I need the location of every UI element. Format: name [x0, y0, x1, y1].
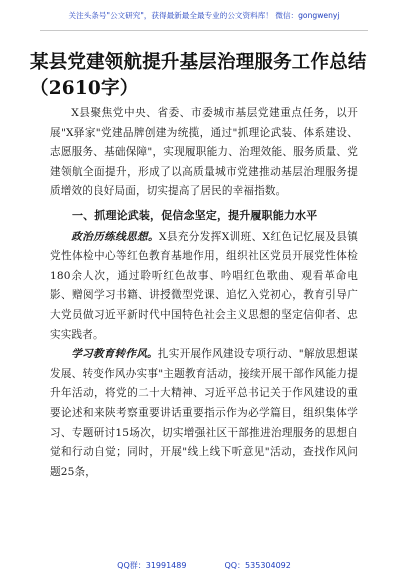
paragraph [50, 345, 358, 482]
paragraph-text: X县充分发挥X训班、X红色记忆展及县镇党性体检中心等红色教育基地作用，组织社区党员开展党性体检180余人次，通过聆听红色故事、吟唱红色歌曲、观看革命电影、赠阅学习书籍、讲授微型党课、追忆入党初心，教育引导广大党员做习近平新时代中国特色社会主义思想的坚定信仰者、忠实实践者。 [50, 230, 358, 341]
document-body [50, 104, 358, 482]
section-heading: 一、抓理论武装，促信念坚定，提升履职能力水平 [72, 208, 318, 222]
paragraph-lead: 政治历练线思想。 [71, 230, 159, 243]
header-divider [40, 30, 368, 31]
qq-contact: QQ：535304092 [224, 561, 291, 570]
qq-group: QQ群：31991489 [117, 561, 187, 570]
document-title: 某县党建领航提升基层治理服务工作总结（2610字） [30, 52, 367, 99]
promo-banner: 关注头条号"公文研究"，获得最新最全最专业的公文资料库！ 微信：gongwenyj [68, 11, 340, 20]
intro-paragraph: X县聚焦党中央、省委、市委城市基层党建重点任务，以开展"X驿家"党建品牌创建为统揽，通过"抓理论武装、体系建设、志愿服务、基础保障"，实现履职能力、治理效能、服务质量、党建领航全面提升，形成了以高质量城市党建推动基层治理服务提质增效的良好局面，切实提高了居民的幸福指数。 [50, 107, 358, 198]
paragraph-lead: 学习教育转作风。 [71, 348, 158, 361]
paragraph [50, 228, 358, 346]
contact-footer [0, 560, 408, 571]
paragraph-text: 扎实开展作风建设专项行动、"解放思想谋发展、转变作风办实事"主题教育活动，接续开展干部作风能力提升年活动，将党的二十大精神、习近平总书记关于作风建设的重要论述和来陕考察重要讲话重要指示作为必学篇目，组织集体学习、专题研讨15场次，切实增强社区干部推进治理服务的思想自觉和行动自觉；同时，开展"线上线下听意见"活动，查找作风问题25条， [50, 348, 358, 478]
